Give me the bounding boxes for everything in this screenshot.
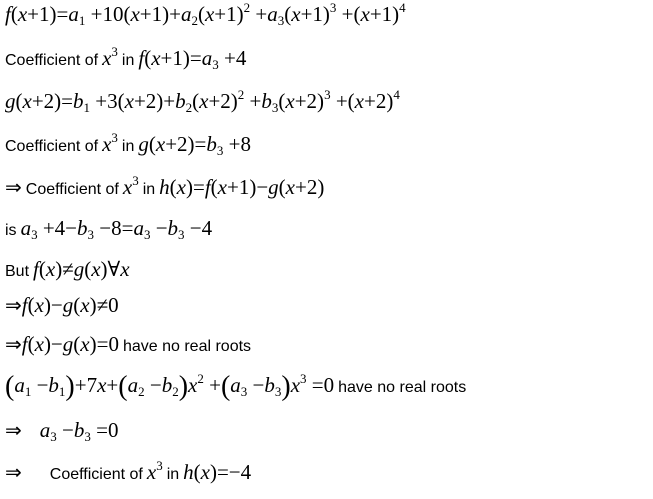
implies-icon: ⇒ xyxy=(5,175,22,199)
no-real-roots-note: have no real roots xyxy=(122,338,252,355)
coefficient-f-line: Coefficient of $x^3$ in $f(x+1)=a_3 +4$ xyxy=(5,44,247,72)
coefficient-label: Coefficient of xyxy=(25,181,119,198)
a3-equals-b3-line: ⇒ $a_3 -b_3 =0$ xyxy=(5,418,119,444)
equation-f-expansion: $f(x+1)=a_1 +10(x+1)+a_2(x+1)^2 +a_3(x+1)^3 +(x+1)^4$ xyxy=(5,0,406,28)
coefficient-label: Coefficient of xyxy=(49,466,143,483)
coefficient-h-line: ⇒ Coefficient of $x^3$ in h(x)=f(x+1)−g(x+2) xyxy=(5,173,325,199)
implies-icon: ⇒ xyxy=(5,332,22,356)
coefficient-label: Coefficient of xyxy=(5,138,99,155)
in-label: in xyxy=(121,138,135,155)
but-line: But f(x)≠g(x)∀x xyxy=(5,257,130,281)
implies-icon: ⇒ xyxy=(5,460,22,484)
no-real-roots-line: ⇒f(x)−g(x)=0 have no real roots xyxy=(5,332,252,356)
but-label: But xyxy=(5,263,30,280)
in-label: in xyxy=(121,52,135,69)
no-real-roots-note: have no real roots xyxy=(338,379,467,396)
equation-g-expansion: $g(x+2)=b_1 +3(x+2)+b_2(x+2)^2 +b_3(x+2)^3 +(x+2)^4$ xyxy=(5,87,400,115)
final-coefficient-line: ⇒ Coefficient of $x^3$ in h(x)=−4 xyxy=(5,458,252,484)
coefficient-result-line: is $a_3 +4-b_3 -8=a_3 -b_3 -4$ xyxy=(5,216,213,242)
is-label: is xyxy=(5,222,17,239)
coefficient-g-line: Coefficient of $x^3$ in $g(x+2)=b_3 +8$ xyxy=(5,130,251,158)
difference-nonzero-line: ⇒f(x)−g(x)≠0 xyxy=(5,293,119,317)
implies-icon: ⇒ xyxy=(5,293,22,317)
polynomial-line: $(a_1 -b_1)+7x+(a_2 -b_2)x^2 +(a_3 -b_3)x^3 =0$ have no real roots xyxy=(5,371,467,402)
in-label: in xyxy=(166,466,180,483)
in-label: in xyxy=(142,181,156,198)
implies-icon: ⇒ xyxy=(5,418,22,442)
coefficient-label: Coefficient of xyxy=(5,52,99,69)
